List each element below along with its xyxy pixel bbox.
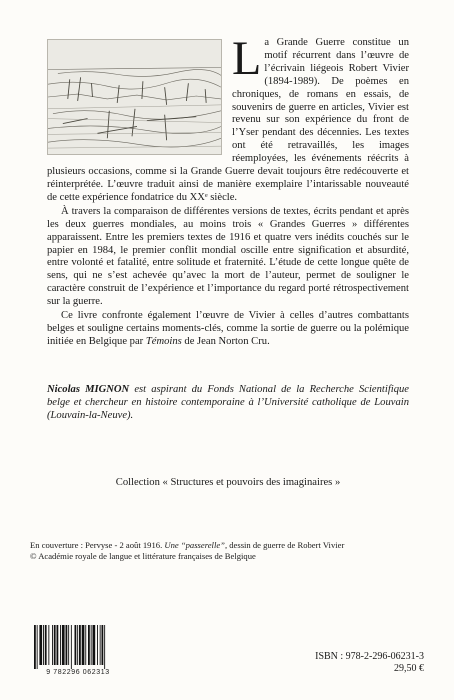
barcode-bar — [79, 625, 81, 665]
barcode-bar — [88, 625, 90, 665]
barcode-bar — [43, 625, 44, 665]
author-bio — [47, 384, 409, 423]
barcode-bar — [97, 625, 98, 665]
barcode-bar — [102, 625, 104, 665]
barcode-bar — [39, 625, 42, 665]
isbn-price-block — [315, 651, 424, 675]
collection-title: Collection « Structures et pouvoirs des imaginaires » — [115, 477, 341, 488]
barcode-bar — [68, 625, 69, 665]
barcode-bar — [100, 625, 101, 665]
price: 29,50 € — [394, 663, 424, 674]
barcode-bars-icon — [28, 625, 128, 669]
barcode-bar — [66, 625, 68, 665]
blurb-paragraph-3-text: Ce livre confronte également l’œuvre de Vivier à celles d’autres combattants belges et souligne certains moments-clés, comme la sortie de guerre ou la polémique initiée en Belgique par — [47, 310, 409, 347]
cover-sketch-image — [47, 39, 222, 155]
blurb — [47, 32, 409, 349]
barcode-bar — [85, 625, 86, 665]
barcode-bar — [45, 625, 47, 665]
sketch-drawing — [48, 40, 221, 154]
barcode-digits: 9 782296 062313 — [46, 669, 110, 676]
author-name: Nicolas MIGNON — [47, 384, 130, 395]
drop-cap: L — [232, 32, 262, 85]
barcode-bar — [34, 625, 36, 669]
blurb-paragraph-1: a Grande Guerre constitue un motif récurrent dans l’œuvre de l’écrivain liégeois Robert Vivier (1894-1989). De poèmes en chroniques, de romans en essais, de souvenirs de guerre en articles, Vivier est revenu sur son expérience du front de l’Yser pendant des décennies. Les textes ont été retravaillés, les images réemployées, les événements réécrits à plusieurs occasions, comme si la Grande Guerre devait toujours être redécouverte et réinterprétée. L’œuvre traduit ainsi de manière exemplaire l’intarissable nouveauté de cette expérience fondatrice du XXᵉ siècle. — [47, 37, 409, 203]
cover-credit — [30, 540, 430, 562]
book-title-temoins: Témoins — [145, 335, 182, 347]
barcode-bar — [37, 625, 38, 669]
barcode-bar — [75, 625, 77, 665]
author-description: est aspirant du Fonds National de la Recherche Scientifique belge et chercheur en histoire contemporaine à l’Université catholique de Louvain (Louvain-la-Neuve). — [47, 384, 410, 421]
isbn: ISBN : 978-2-296-06231-3 — [315, 651, 424, 662]
cover-credit-copyright: © Académie royale de langue et littérature françaises de Belgique — [30, 551, 256, 561]
barcode-bar — [104, 625, 105, 669]
barcode-bar — [93, 625, 96, 665]
barcode-bar — [82, 625, 85, 665]
cover-credit-line-1 — [30, 540, 430, 551]
cover-credit-title: Une “passerelle” — [164, 540, 225, 550]
barcode-bar — [62, 625, 65, 665]
blurb-paragraph-3 — [47, 310, 409, 349]
blurb-paragraph-2: À travers la comparaison de différentes versions de textes, écrits pendant et après les deux guerres mondiales, au moins trois « Grandes Guerres » différentes apparaissent. Entre les premiers textes de 1916 et quatre vers inédits couchés sur le papier en 1984, le premier conflit mondial oscille entre signification et absurdité, entre volonté et fatalité, entre solitude et fraternité. L’étude de cette longue quête de sens, qui ne s’est achevée qu’avec la mort de l’auteur, permet de souligner le caractère construit de l’expérience et l’importance du regard porté rétrospectivement sur la guerre. — [47, 205, 409, 308]
barcode-bar — [57, 625, 59, 665]
barcode-bar — [77, 625, 78, 665]
barcode-bar — [52, 625, 53, 665]
blurb-paragraph-3-end: de Jean Norton Cru. — [181, 335, 270, 347]
barcode-bar — [60, 625, 61, 665]
cover-credit-source: , dessin de guerre de Robert Vivier — [224, 540, 345, 550]
barcode-bar — [91, 625, 92, 665]
cover-credit-caption: En couverture : Pervyse - 2 août 1916. — [30, 540, 165, 550]
barcode — [28, 625, 128, 681]
barcode-bar — [71, 625, 72, 669]
barcode-bar — [54, 625, 56, 665]
barcode-bar — [48, 625, 49, 665]
